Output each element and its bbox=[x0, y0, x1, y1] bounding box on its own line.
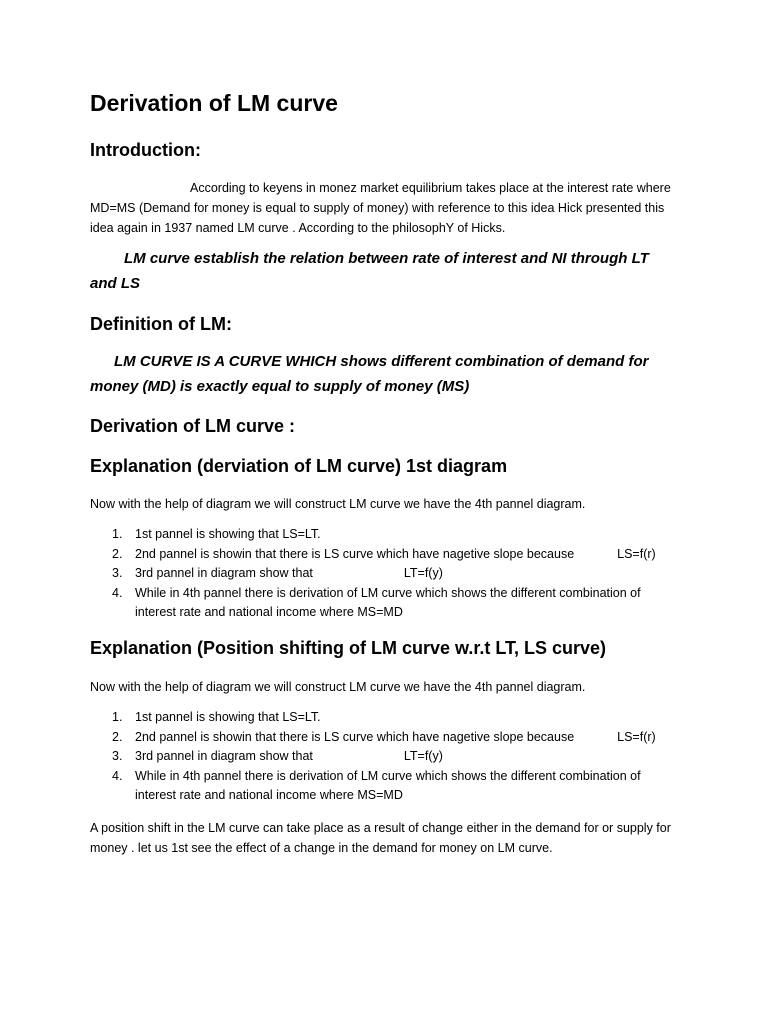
list-item-text: 1st pannel is showing that LS=LT. bbox=[135, 710, 321, 724]
page-title: Derivation of LM curve bbox=[90, 90, 338, 116]
list-item-text: 3rd pannel in diagram show that bbox=[135, 749, 313, 763]
list-item-formula: LT=f(y) bbox=[403, 566, 443, 580]
definition-heading: Definition of LM: bbox=[90, 314, 232, 334]
explanation2-paragraph: Now with the help of diagram we will construct LM curve we have the 4th pannel diagram. bbox=[90, 680, 586, 694]
list-item-number: 4. bbox=[112, 585, 123, 600]
list-item-number: 1. bbox=[112, 710, 123, 724]
list-item bbox=[90, 545, 680, 565]
list-item-number: 2. bbox=[112, 729, 123, 744]
closing-paragraph: A position shift in the LM curve can take place as a result of change either in the demand for or supply for money . let us 1st see the effect of a change in the demand for money on LM curve. bbox=[90, 821, 671, 855]
introduction-heading: Introduction: bbox=[90, 140, 201, 160]
list-item-text: While in 4th pannel there is derivation of LM curve which shows the different combination of interest rate and national income where MS=MD bbox=[135, 768, 641, 802]
list-item-text: 3rd pannel in diagram show that bbox=[135, 566, 313, 580]
list-item-text: 1st pannel is showing that LS=LT. bbox=[135, 527, 321, 541]
explanation1-paragraph: Now with the help of diagram we will construct LM curve we have the 4th pannel diagram. bbox=[90, 497, 586, 511]
introduction-emphasis: LM curve establish the relation between rate of interest and NI through LT and LS bbox=[90, 250, 649, 292]
list-item-text: 2nd pannel is showin that there is LS curve which have nagetive slope because bbox=[135, 546, 575, 561]
list-item-number: 2. bbox=[112, 546, 123, 561]
list-item-number: 3. bbox=[112, 749, 123, 763]
list-item-number: 4. bbox=[112, 768, 123, 783]
explanation1-list bbox=[90, 525, 680, 623]
explanation1-heading: Explanation (derviation of LM curve) 1st diagram bbox=[90, 456, 508, 476]
list-item bbox=[90, 564, 680, 584]
derivation-heading: Derivation of LM curve : bbox=[90, 416, 296, 436]
list-item bbox=[90, 525, 680, 545]
list-item bbox=[90, 584, 680, 623]
list-item-number: 3. bbox=[112, 566, 123, 580]
list-item-formula: LS=f(r) bbox=[617, 729, 656, 744]
explanation2-list bbox=[90, 708, 680, 806]
list-item-formula: LS=f(r) bbox=[617, 546, 656, 561]
introduction-paragraph: According to keyens in monez market equilibrium takes place at the interest rate where MD=MS (Demand for money is equal to supply of money) with reference to this idea Hick presented this idea again in 1937 named LM curve . According to the philosophY of Hicks. bbox=[90, 181, 671, 235]
list-item-text: While in 4th pannel there is derivation of LM curve which shows the different combination of interest rate and national income where MS=MD bbox=[135, 585, 641, 619]
explanation2-heading: Explanation (Position shifting of LM curve w.r.t LT, LS curve) bbox=[90, 638, 607, 658]
list-item-formula: LT=f(y) bbox=[403, 749, 443, 763]
list-item-number: 1. bbox=[112, 527, 123, 541]
list-item bbox=[90, 767, 680, 806]
list-item-text: 2nd pannel is showin that there is LS curve which have nagetive slope because bbox=[135, 729, 575, 744]
list-item bbox=[90, 708, 680, 728]
list-item bbox=[90, 728, 680, 748]
definition-emphasis: LM CURVE IS A CURVE WHICH shows different combination of demand for money (MD) is exactly equal to supply of money (MS) bbox=[90, 353, 649, 395]
list-item bbox=[90, 747, 680, 767]
